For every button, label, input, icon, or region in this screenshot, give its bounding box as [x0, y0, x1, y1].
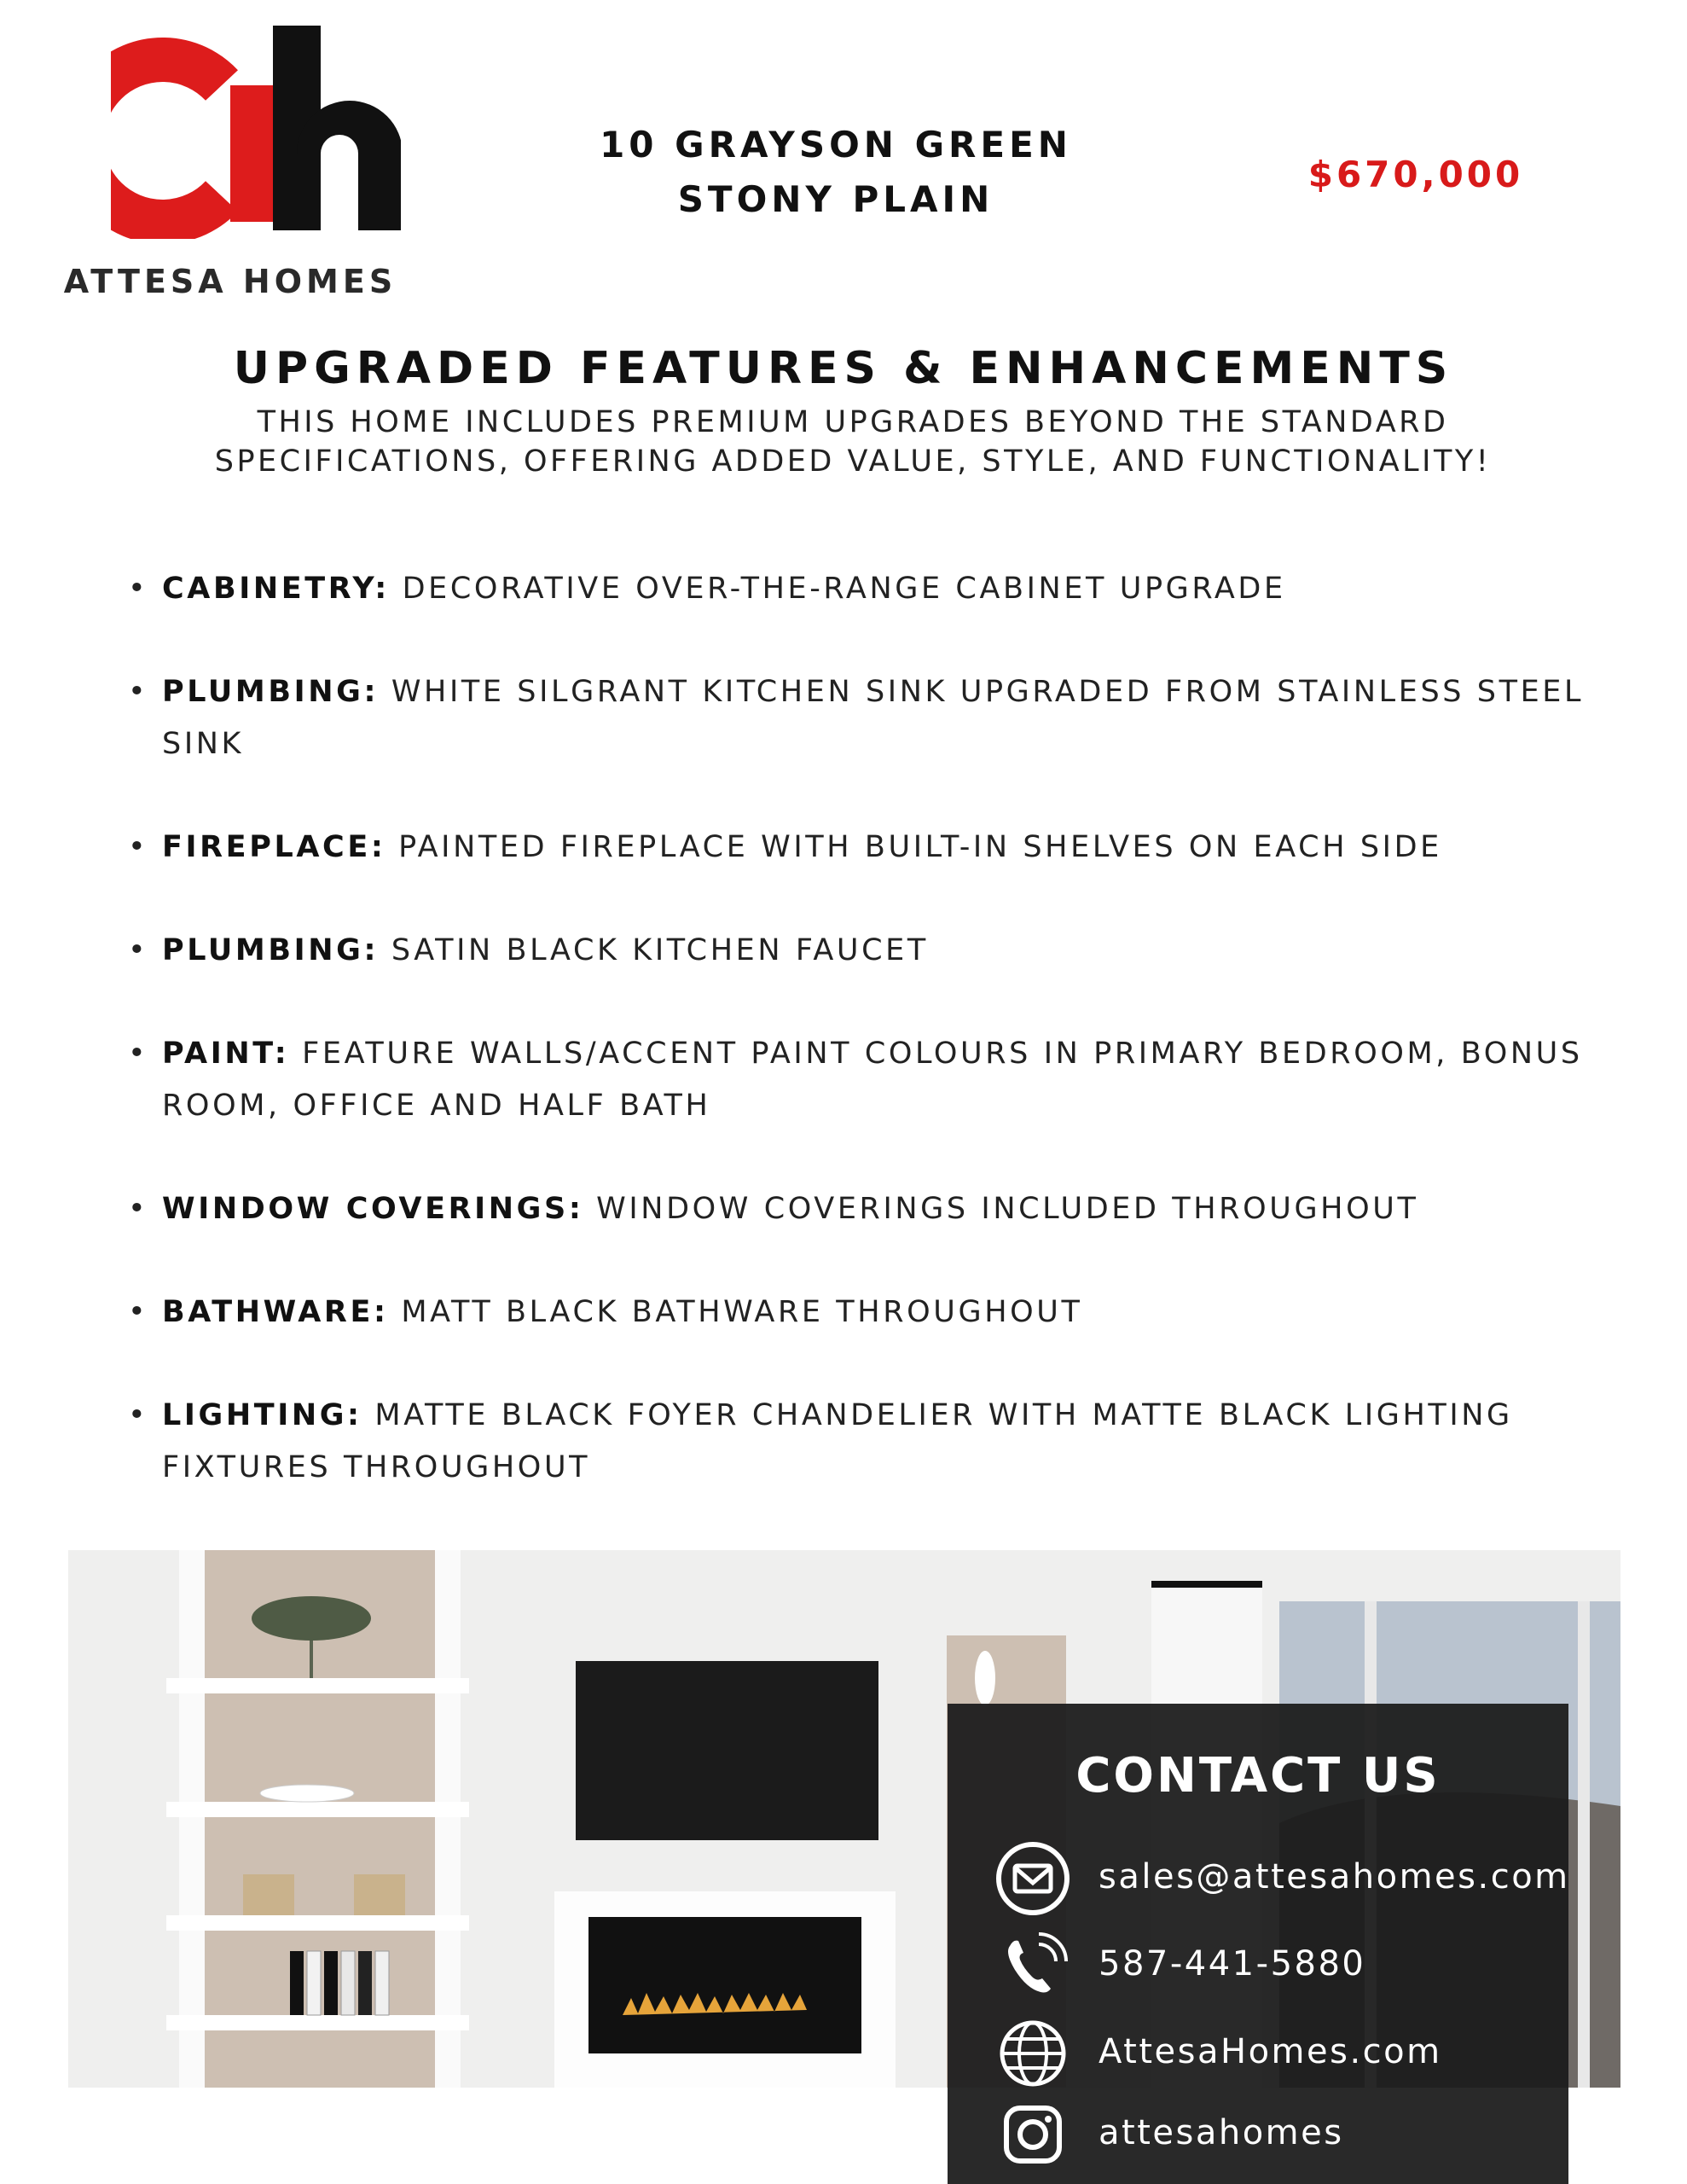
feature-item — [128, 1028, 1612, 1132]
feature-label: PAINT: — [162, 1037, 290, 1071]
bullet-icon: • — [128, 1037, 149, 1071]
bullet-icon: • — [128, 1192, 149, 1226]
address-line-2: STONY PLAIN — [677, 178, 994, 220]
property-address — [563, 118, 1109, 227]
subtitle-line-1: THIS HOME INCLUDES PREMIUM UPGRADES BEYOND THE STANDARD — [257, 405, 1449, 439]
contact-title: CONTACT US — [1075, 1748, 1441, 1804]
feature-text: FEATURE WALLS/ACCENT PAINT COLOURS IN PRIMARY BEDROOM, BONUS ROOM, OFFICE AND HALF BATH — [162, 1037, 1583, 1123]
feature-item — [128, 822, 1612, 874]
feature-text: MATT BLACK BATHWARE THROUGHOUT — [401, 1295, 1083, 1329]
feature-item — [128, 666, 1612, 770]
contact-panel — [948, 1704, 1568, 2184]
feature-text: DECORATIVE OVER-THE-RANGE CABINET UPGRADE — [402, 572, 1286, 606]
bullet-icon: • — [128, 830, 149, 864]
address-line-1: 10 GRAYSON GREEN — [600, 124, 1072, 166]
globe-icon — [994, 2015, 1071, 2092]
contact-instagram-row[interactable] — [994, 2096, 1574, 2173]
contact-website[interactable]: AttesaHomes.com — [1099, 2032, 1442, 2071]
brand-logo — [51, 26, 409, 307]
feature-label: FIREPLACE: — [162, 830, 386, 864]
feature-item — [128, 563, 1612, 615]
logo-mark-icon — [111, 26, 401, 239]
section-subtitle — [119, 403, 1586, 481]
bullet-icon: • — [128, 675, 149, 709]
feature-label: BATHWARE: — [162, 1295, 389, 1329]
feature-label: LIGHTING: — [162, 1398, 362, 1432]
contact-phone-row[interactable] — [994, 1927, 1574, 2004]
feature-item — [128, 925, 1612, 977]
feature-label: CABINETRY: — [162, 572, 390, 606]
feature-text: PAINTED FIREPLACE WITH BUILT-IN SHELVES ON EACH SIDE — [398, 830, 1442, 864]
contact-email-row[interactable] — [994, 1840, 1574, 1917]
bullet-icon: • — [128, 572, 149, 606]
contact-website-row[interactable] — [994, 2015, 1574, 2092]
feature-text: SATIN BLACK KITCHEN FAUCET — [391, 933, 929, 967]
feature-text: WHITE SILGRANT KITCHEN SINK UPGRADED FROM STAINLESS STEEL SINK — [162, 675, 1585, 761]
feature-item — [128, 1390, 1612, 1494]
feature-text: MATTE BLACK FOYER CHANDELIER WITH MATTE BLACK LIGHTING FIXTURES THROUGHOUT — [162, 1398, 1513, 1484]
phone-icon — [994, 1927, 1071, 2004]
feature-text: WINDOW COVERINGS INCLUDED THROUGHOUT — [596, 1192, 1419, 1226]
instagram-icon — [994, 2096, 1071, 2173]
bullet-icon: • — [128, 933, 149, 967]
feature-item — [128, 1183, 1612, 1235]
subtitle-line-2: SPECIFICATIONS, OFFERING ADDED VALUE, STYLE, AND FUNCTIONALITY! — [214, 444, 1492, 479]
bullet-icon: • — [128, 1295, 149, 1329]
bullet-icon: • — [128, 1398, 149, 1432]
feature-item — [128, 1287, 1612, 1339]
section-title: UPGRADED FEATURES & ENHANCEMENTS — [233, 343, 1454, 394]
mail-icon — [994, 1840, 1071, 1917]
feature-label: PLUMBING: — [162, 933, 380, 967]
feature-label: PLUMBING: — [162, 675, 380, 709]
contact-instagram[interactable]: attesahomes — [1099, 2113, 1344, 2152]
brand-name: ATTESA HOMES — [63, 263, 397, 300]
contact-phone[interactable]: 587-441-5880 — [1099, 1944, 1366, 1984]
property-price: $670,000 — [1307, 154, 1524, 195]
contact-email[interactable]: sales@attesahomes.com — [1099, 1857, 1570, 1896]
feature-label: WINDOW COVERINGS: — [162, 1192, 584, 1226]
